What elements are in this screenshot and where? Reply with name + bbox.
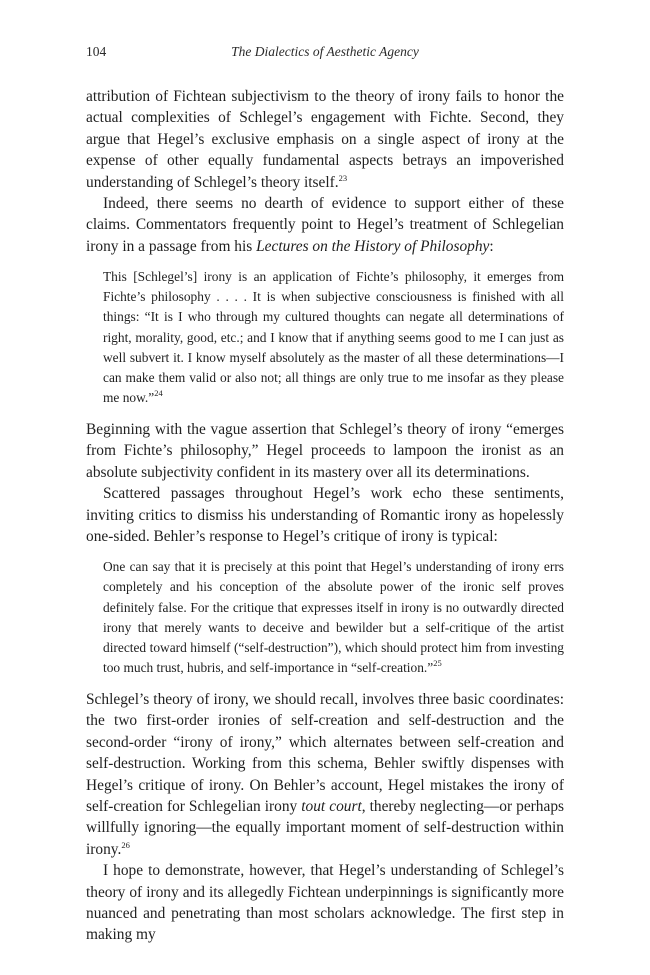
italic-tout-court: tout court: [301, 797, 362, 815]
paragraph-schlegel-theory: Schlegel’s theory of irony, we should recall, involves three basic coordinates: the two first-order ironies of self-creation and self-destruction and the second-order “irony of irony,” which alternates between self-creation and self-destruction. Working from this schema, Behler swiftly dispenses with Hegel’s critique of irony. On Behler’s account, Hegel mistakes the irony of self-creation for Schlegelian irony tout court, thereby neglecting—or perhaps willfully ignoring—the equally important moment of self-destruction within irony.$^{26}$: [86, 690, 565, 858]
paragraph-scattered: Scattered passages throughout Hegel’s work echo these sentiments, inviting critics to dismiss his understanding of Romantic irony as hopelessly one-sided. Behler’s response to Hegel’s critique of irony is typical:: [86, 485, 564, 545]
running-head: [86, 44, 564, 64]
paragraph-continued: attribution of Fichtean subjectivism to the theory of irony fails to honor the actual complexities of Schlegel’s engagement with Fichte. Second, they argue that Hegel’s exclusive emphasis on a single aspect of irony at the expense of other equally fundamental aspects betrays an impoverished understanding of Schlegel’s theory itself.$^{23}$: [86, 88, 564, 191]
paragraph-commentators: Indeed, there seems no dearth of evidence to support either of these claims. Commentators frequently point to Hegel’s treatment of Schlegelian irony in a passage from his Lectures on the History of Philosophy:: [86, 195, 564, 255]
running-title: The Dialectics of Aesthetic Agency: [231, 44, 419, 59]
page-number: 104: [86, 44, 107, 59]
footnote-ref-24[interactable]: 24: [154, 387, 163, 398]
body-text: [86, 86, 564, 946]
paragraph-beginning: Beginning with the vague assertion that Schlegel’s theory of irony “emerges from Fichte’s philosophy,” Hegel proceeds to lampoon the ironist as an absolute subjectivity confident in its mastery over all its determinations.: [86, 420, 564, 481]
paragraph-demonstrate: I hope to demonstrate, however, that Hegel’s understanding of Schlegel’s theory of irony and its allegedly Fichtean underpinnings is significantly more nuanced and penetrating than most scholars acknowledge. The first step in making my: [86, 862, 564, 944]
block-quote-behler: One can say that it is precisely at this point that Hegel’s understanding of irony errs completely and his conception of the absolute power of the ironic self proves definitely false. For the critique that expresses itself in irony is no outwardly directed irony that merely wants to deceive and bewilder but a self-critique of the artist directed toward himself (“self-destruction”), which should protect him from investing too much trust, hubris, and self-importance in “self-creation.”$^{25}$: [103, 559, 564, 675]
book-title-lectures: Lectures on the History of Philosophy: [256, 237, 490, 255]
block-quote-hegel: This [Schlegel’s] irony is an application of Fichte’s philosophy, it emerges from Fichte’s philosophy . . . . It is when subjective consciousness is finished with all things: “It is I who through my cultured thoughts can negate all determinations of right, morality, good, etc.; and I know that if anything seems good to me I can just as well subvert it. I know myself absolutely as the master of all these determinations—I can make them valid or also not; all things are only true to me insofar as they please me now.”$^{24}$: [103, 269, 564, 405]
footnote-ref-23[interactable]: 23: [338, 172, 348, 183]
footnote-ref-26[interactable]: 26: [121, 839, 130, 850]
footnote-ref-25[interactable]: 25: [433, 657, 442, 668]
